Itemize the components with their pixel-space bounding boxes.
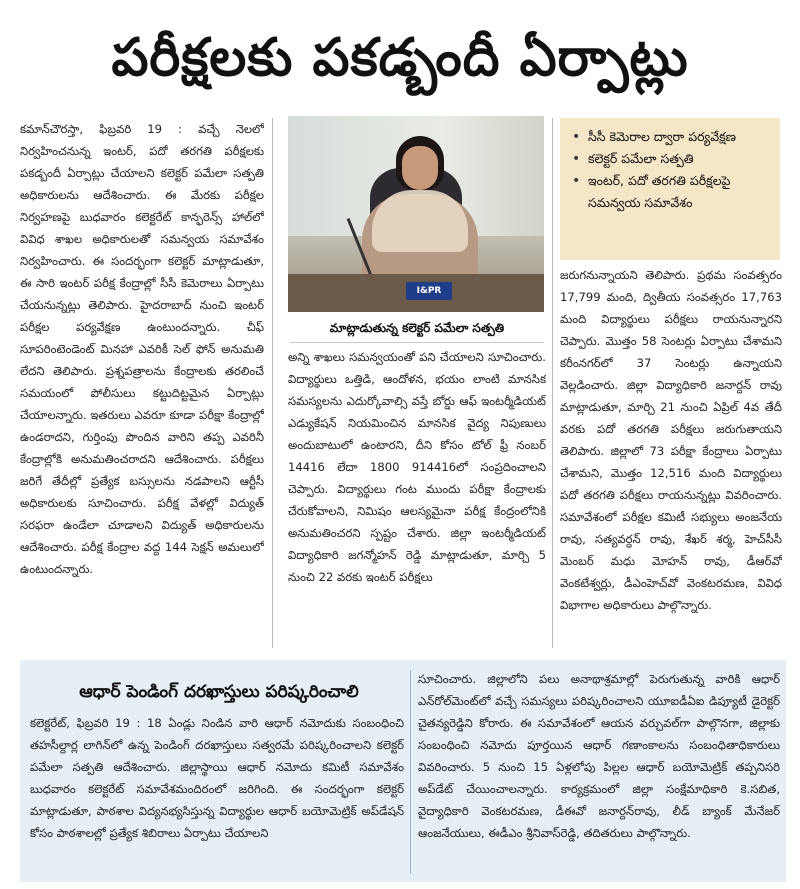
- photo-scarf: [372, 190, 468, 252]
- bullet-icon: •: [572, 129, 581, 145]
- highlight-item: • సీసీ కెమెరాల ద్వారా పర్యవేక్షణ: [570, 126, 772, 148]
- highlights-box: [560, 118, 780, 260]
- main-headline: పరీక్షలకు పకడ్బందీ ఏర్పాట్లు: [111, 28, 689, 88]
- column-divider: [272, 118, 273, 648]
- bullet-icon: •: [572, 151, 581, 167]
- highlight-item: • ఇంటర్, పదో తరగతి పరీక్షలపై సమన్వయ సమావేశం: [570, 170, 772, 214]
- highlight-item: • కలెక్టర్ పమేలా సత్పతి: [570, 148, 772, 170]
- highlights-list: [570, 126, 772, 214]
- column-divider: [552, 118, 553, 648]
- article-column-1: కమాన్‌చౌరస్తా, ఫిబ్రవరి 19 : వచ్చే నెలలో నిర్వహించనున్న ఇంటర్, పదో తరగతి పరీక్షలకు పకడ్బందీ ఏర్పాట్లు చేయాలని కలెక్టర్ పమేలా సత్పతి అధికారులను ఆదేశించారు. ఈ మేరకు పరీక్షల నిర్వహణపై బుధవారం కలెక్టరేట్ కాన్ఫరెన్స్ హాల్‌లో వివిధ శాఖల అధికారులతో సమన్వయ సమావేశం నిర్వహించారు. ఈ సందర్భంగా కలెక్టర్ మాట్లాడుతూ, ఈ సారి ఇంటర్ పరీక్ష కేంద్రాల్లో సీసీ కెమెరాలు ఏర్పాటు చేయనున్నట్లు తెలిపారు. హైదరాబాద్ నుంచి ఇంటర్ పరీక్షల పర్యవేక్షణ ఉంటుందన్నారు. చీఫ్ సూపరింటెండెంట్ మినహా ఎవరికీ సెల్ ఫోన్ అనుమతి లేదని తెలిపారు. ప్రశ్నపత్రాలను కేంద్రాలకు తరలించే సమయంలో పోలీసులు కట్టుదిట్టమైన ఏర్పాట్లు చేయాలన్నారు. ఇతరులు ఎవరూ కూడా పరీక్షా కేంద్రాల్లో ఉండరాదని, గుర్తింపు పొందిన వారిని తప్ప ఎవరినీ కేంద్రాల్లోకి అనుమతించరాదని ఆదేశించారు. పరీక్షలు జరిగే తేదీల్లో ప్రత్యేక బస్సులను నడపాలని ఆర్టీసీ అధికారులకు సూచించారు. పరీక్ష వేళల్లో విద్యుత్ సరఫరా ఉండేలా చూడాలని విద్యుత్ అధికారులను ఆదేశించారు. పరీక్ష కేంద్రాల వద్ద 144 సెక్షన్ అమలులో ఉంటుందన్నారు.: [20, 122, 264, 576]
- aadhaar-column-2: సూచించారు. జిల్లాలోని పలు అనాథాశ్రమాల్లో పెరుగుతున్న వారికి ఆధార్ ఎన్‌రోల్‌మెంట్‌లో వచ్చే సమస్యలు పరిష్కరించాలని యూఐడీఏఐ డిప్యూటీ డైరెక్టర్ చైతన్యరెడ్డిని కోరారు. ఈ సమావేశంలో ఆయన వర్చువల్‌గా పాల్గొనగా, జిల్లాకు సంబంధించి నమోదు పూర్తయిన ఆధార్ గణాంకాలను సంబంధితాధికారులు వివరించారు. 5 నుంచి 15 ఏళ్లలోపు పిల్లల ఆధార్ బయోమెట్రిక్ తప్పనిసరి అప్‌డేట్ చేయించాలన్నారు. కార్యక్రమంలో జిల్లా సంక్షేమాధికారి కె.సబిత, వైద్యాధికారి వెంకటరమణ, డీఈవో జనార్దన్‌రావు, లీడ్ బ్యాంక్ మేనేజర్ ఆంజనేయులు, ఈడీఎం శ్రీనివాస్‌రెడ్డి, తదితరులు పాల్గొన్నారు.: [418, 672, 780, 840]
- bullet-icon: •: [572, 173, 581, 189]
- photo-face: [402, 146, 438, 190]
- column-divider: [410, 670, 411, 874]
- aadhaar-headline: ఆధార్ పెండింగ్ దరఖాస్తులు పరిష్కరించాలి: [79, 682, 359, 702]
- photo-caption: మాట్లాడుతున్న కలెక్టర్ పమేలా సత్పతి: [329, 321, 505, 335]
- article-column-3: జరుగనున్నాయని తెలిపారు. ప్రథమ సంవత్సరం 17,799 మంది, ద్వితీయ సంవత్సరం 17,763 మంది విద్యార్థులు పరీక్షలు రాయనున్నారని చెప్పారు. మొత్తం 58 సెంటర్లు ఏర్పాటు చేశామని కరీంనగర్‌లో 37 సెంటర్లు ఉన్నాయని వెల్లడించారు. జిల్లా విద్యాధికారి జనార్దన్ రావు మాట్లాడుతూ, మార్చి 21 నుంచి ఏప్రిల్ 4వ తేదీ వరకు పదో తరగతి పరీక్షలు జరుగుతాయని తెలిపారు. జిల్లాలో 73 పరీక్షా కేంద్రాలు ఏర్పాటు చేశామని, మొత్తం 12,516 మంది విద్యార్థులు పదో తరగతి పరీక్షలు రాయనున్నట్లు వివరించారు. సమావేశంలో పరీక్షల కమిటీ సభ్యులు అంజనేయ రావు, సత్యవర్ధన్ రావు, శేఖర్ శర్మ, హెచ్‌సీసీ మెంబర్ మధు మోహన్ రావు, డీఆర్‌వో వెంకటేశ్వర్లు, డీఎంహెచ్‌వో వెంకటరమణ, వివిధ విభాగాల అధికారులు పాల్గొన్నారు.: [560, 268, 782, 612]
- ipr-badge: I&PR: [406, 282, 452, 300]
- collector-photo: [288, 116, 544, 312]
- aadhaar-column-1: కలెక్టరేట్, ఫిబ్రవరి 19 : 18 ఏండ్లు నిండిన వారి ఆధార్ నమోదుకు సంబంధించి తహసీల్దార్ల లాగిన్‌లో ఉన్న పెండింగ్ దరఖాస్తులు సత్వరమే పరిష్కరించాలని కలెక్టర్ పమేలా సత్పతి ఆదేశించారు. జిల్లాస్థాయి ఆధార్ నమోదు కమిటీ సమావేశం బుధవారం కలెక్టరేట్ సమావేశమందిరంలో జరిగింది. ఈ సందర్భంగా కలెక్టర్ మాట్లాడుతూ, పాఠశాల విద్యనభ్యసిస్తున్న విద్యార్థుల ఆధార్ బయోమెట్రిక్ అప్‌డేషన్ కోసం పాఠశాలల్లో ప్రత్యేక శిబిరాలు ఏర్పాటు చేయాలని: [30, 716, 404, 840]
- article-column-2: అన్ని శాఖలు సమన్వయంతో పని చేయాలని సూచించారు. విద్యార్థులు ఒత్తిడి, ఆందోళన, భయం లాంటి మానసిక సమస్యలను ఎదుర్కోవాల్సి వస్తే బోర్డు ఆఫ్ ఇంటర్మీడియట్ ఎడ్యుకేషన్ నియమించిన మానసిక వైద్య నిపుణులు అందుబాటులో ఉంటారని, దీని కోసం టోల్ ఫ్రీ నంబర్ 14416 లేదా 1800 914416లో సంప్రదించాలని చెప్పారు. విద్యార్థులు గంట ముందు పరీక్షా కేంద్రాలకు చేరుకోవాలని, నిమిషం ఆలస్యమైనా పరీక్ష కేంద్రంలోనికి అనుమతించరని స్పష్టం చేశారు. జిల్లా ఇంటర్మీడియట్ విద్యాధికారి జగన్మోహన్ రెడ్డి మాట్లాడుతూ, మార్చి 5 నుంచి 22 వరకు ఇంటర్ పరీక్షలు: [288, 350, 546, 584]
- caption-divider: [290, 342, 544, 343]
